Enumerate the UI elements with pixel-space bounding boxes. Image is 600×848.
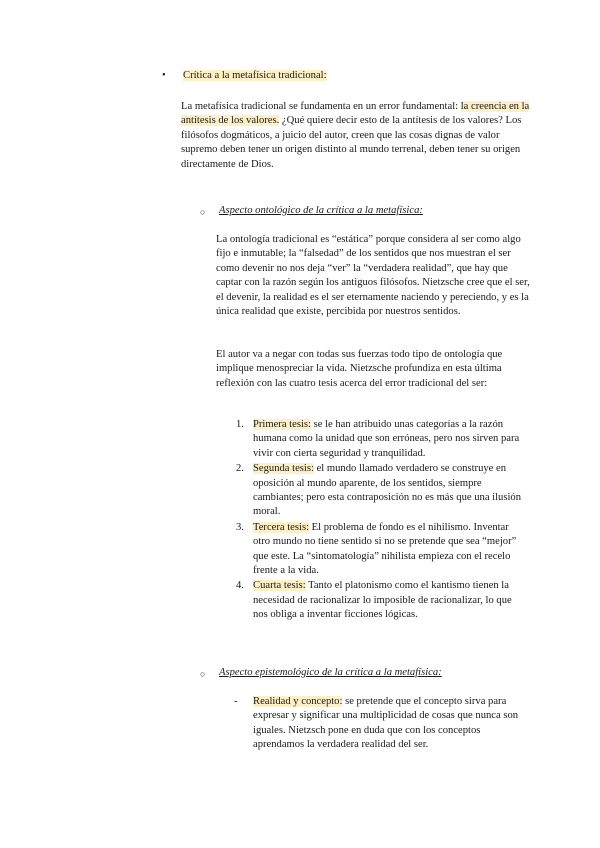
section-intro	[181, 100, 533, 172]
theses-list	[236, 418, 523, 623]
ontological-title	[219, 204, 539, 218]
section-title-text: Crítica a la metafísica tradicional:	[183, 70, 327, 81]
thesis-text: El problema de fondo es el nihilismo. Inventar otro mundo no tiene sentido si no se pretende que sea “mejor” que este. La “sintomatología” nihilista empieza con el recelo frente a la vida.	[253, 521, 517, 577]
epistemological-title-text: Aspecto epistemológico de la crítica a la metafísica:	[219, 667, 442, 678]
ontological-text-2: El autor va a negar con todas sus fuerzas todo tipo de ontología que implique menospreciar la vida. Nietzsche profundiza en esta última reflexión con las cuatro tesis acerca del error tradicional del ser:	[216, 349, 503, 389]
ontological-text-1: La ontología tradicional es “estática” porque considera al ser como algo fijo e inmutable; la “falsedad” de los sentidos que nos muestran el ser como devenir no nos deja “ver” la “verdadera realidad”, que hay que captar con la razón según los antiguos filósofos. Nietzsche cree que el ser, el devenir, la realidad es el ser eternamente naciendo y pereciendo, y es la única realidad que existe, percibida por nuestros sentidos.	[216, 234, 530, 318]
section-title	[183, 69, 543, 83]
ontological-title-text: Aspecto ontológico de la crítica a la metafísica:	[219, 205, 423, 216]
intro-text-continued: ¿Qué quiere decir esto de la antítesis de los valores? Los filósofos dogmáticos, a juicio del autor, creen que las cosas dignas de valor supremo deben tener un origen distinto al mundo terrenal, deben tener su origen directamente de Dios.	[181, 115, 522, 170]
thesis-number: 4.	[236, 580, 244, 592]
thesis-item	[236, 521, 523, 579]
thesis-label: Primera tesis:	[253, 419, 311, 430]
thesis-item	[236, 462, 523, 520]
thesis-text: Tanto el platonismo como el kantismo tienen la necesidad de racionalizar lo imposible de racionalizar, lo que nos obliga a inventar ficciones lógicas.	[253, 580, 512, 621]
intro-highlight: la creencia en la antítesis de los valores.	[181, 101, 530, 127]
thesis-number: 1.	[236, 419, 244, 430]
thesis-number: 2.	[236, 463, 244, 475]
thesis-text: se le han atribuido unas categorías a la razón humana como la unidad que son erróneas, pero nos sirven para vivir con cierta seguridad y tranquilidad.	[253, 419, 520, 459]
ontological-paragraph-2	[216, 348, 530, 391]
thesis-label: Tercera tesis:	[253, 521, 310, 533]
thesis-item	[236, 418, 523, 461]
thesis-number: 3.	[236, 521, 244, 533]
thesis-label: Cuarta tesis:	[253, 580, 306, 592]
thesis-label: Segunda tesis:	[253, 463, 314, 475]
epistemological-item	[253, 695, 531, 753]
item-text: se pretende que el concepto sirva para expresar y significar una multiplicidad de cosas que nunca son iguales. Nietzsch pone en duda que con los conceptos aprendamos la verdadera realidad del ser.	[253, 696, 519, 751]
ontological-paragraph-1	[216, 233, 534, 319]
item-label: Realidad y concepto:	[253, 696, 343, 707]
thesis-item	[236, 579, 523, 622]
epistemological-title	[219, 666, 539, 680]
intro-text: La metafísica tradicional se fundamenta en un error fundamental:	[181, 101, 461, 112]
bullet-icon: •	[162, 70, 166, 81]
circle-bullet-icon: ○	[200, 207, 206, 217]
dash-bullet: -	[234, 696, 238, 707]
thesis-text: el mundo llamado verdadero se construye en oposición al mundo aparente, de los sentidos, siempre cambiantes; pero esta contraposición no es más que una ilusión moral.	[253, 463, 522, 518]
circle-bullet-icon: ○	[200, 669, 206, 679]
